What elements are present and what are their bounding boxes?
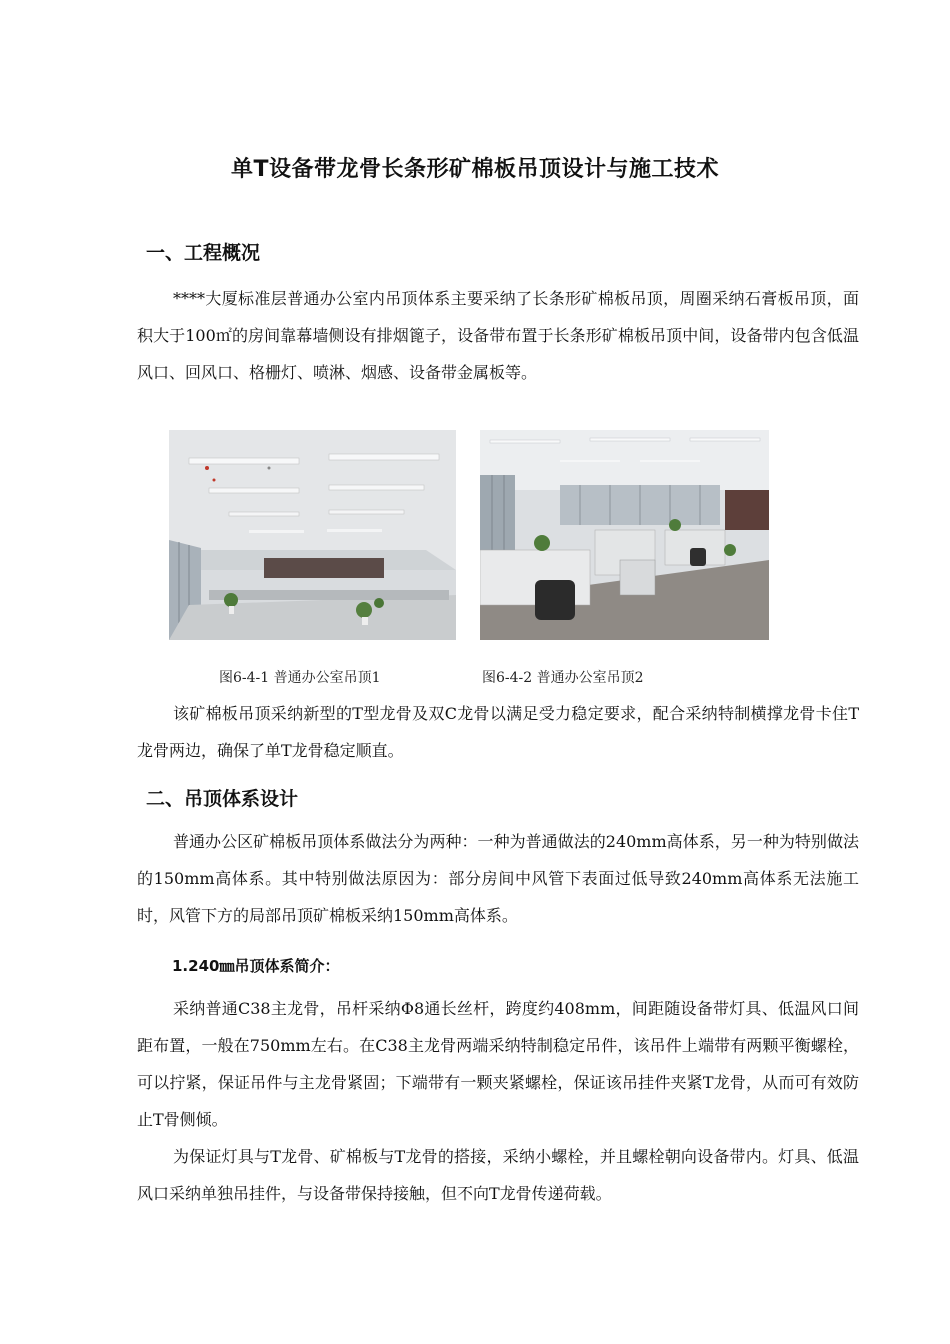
- document-title: 单T设备带龙骨长条形矿棉板吊顶设计与施工技术: [230, 157, 719, 182]
- section-heading-overview: 一、工程概况: [146, 242, 261, 264]
- office-ceiling-photo-2: [480, 430, 769, 640]
- paragraph-keel-description: 该矿棉板吊顶采纳新型的T型龙骨及双C龙骨以满足受力稳定要求，配合采纳特制横撑龙骨卡住T龙骨两边，确保了单T龙骨稳定顺直。: [137, 704, 859, 760]
- figure-caption-1: 图6-4-1 普通办公室吊顶1: [219, 670, 381, 686]
- paragraph-240mm-details: 采纳普通C38主龙骨，吊杆采纳Φ8通长丝杆，跨度约408mm，间距随设备带灯具、低温风口间距布置，一般在750mm左右。在C38主龙骨两端采纳特制稳定吊件，该吊件上端带有两颗平衡螺栓，可以拧紧，保证吊件与主龙骨紧固；下端带有一颗夹紧螺栓，保证该吊挂件夹紧T龙骨，从而可有效防止T骨侧倾。: [137, 999, 859, 1129]
- paragraph-overview: ****大厦标准层普通办公室内吊顶体系主要采纳了长条形矿棉板吊顶，周圈采纳石膏板吊顶，面积大于100㎡的房间靠幕墙侧设有排烟篦子，设备带布置于长条形矿棉板吊顶中间，设备带内包含低温风口、回风口、格栅灯、喷淋、烟感、设备带金属板等。: [137, 289, 859, 382]
- subheading-240mm-system: 1.240㎜吊顶体系简介：: [172, 957, 340, 975]
- section-heading-ceiling-design: 二、吊顶体系设计: [146, 788, 299, 810]
- figure-caption-2: 图6-4-2 普通办公室吊顶2: [482, 670, 644, 686]
- office-ceiling-photo-1: [169, 430, 456, 640]
- paragraph-system-types: 普通办公区矿棉板吊顶体系做法分为两种：一种为普通做法的240mm高体系，另一种为特别做法的150mm高体系。其中特别做法原因为：部分房间中风管下表面过低导致240mm高体系无法施工时，风管下方的局部吊顶矿棉板采纳150mm高体系。: [137, 832, 859, 925]
- paragraph-bolt-connection: 为保证灯具与T龙骨、矿棉板与T龙骨的搭接，采纳小螺栓，并且螺栓朝向设备带内。灯具、低温风口采纳单独吊挂件，与设备带保持接触，但不向T龙骨传递荷载。: [137, 1147, 859, 1203]
